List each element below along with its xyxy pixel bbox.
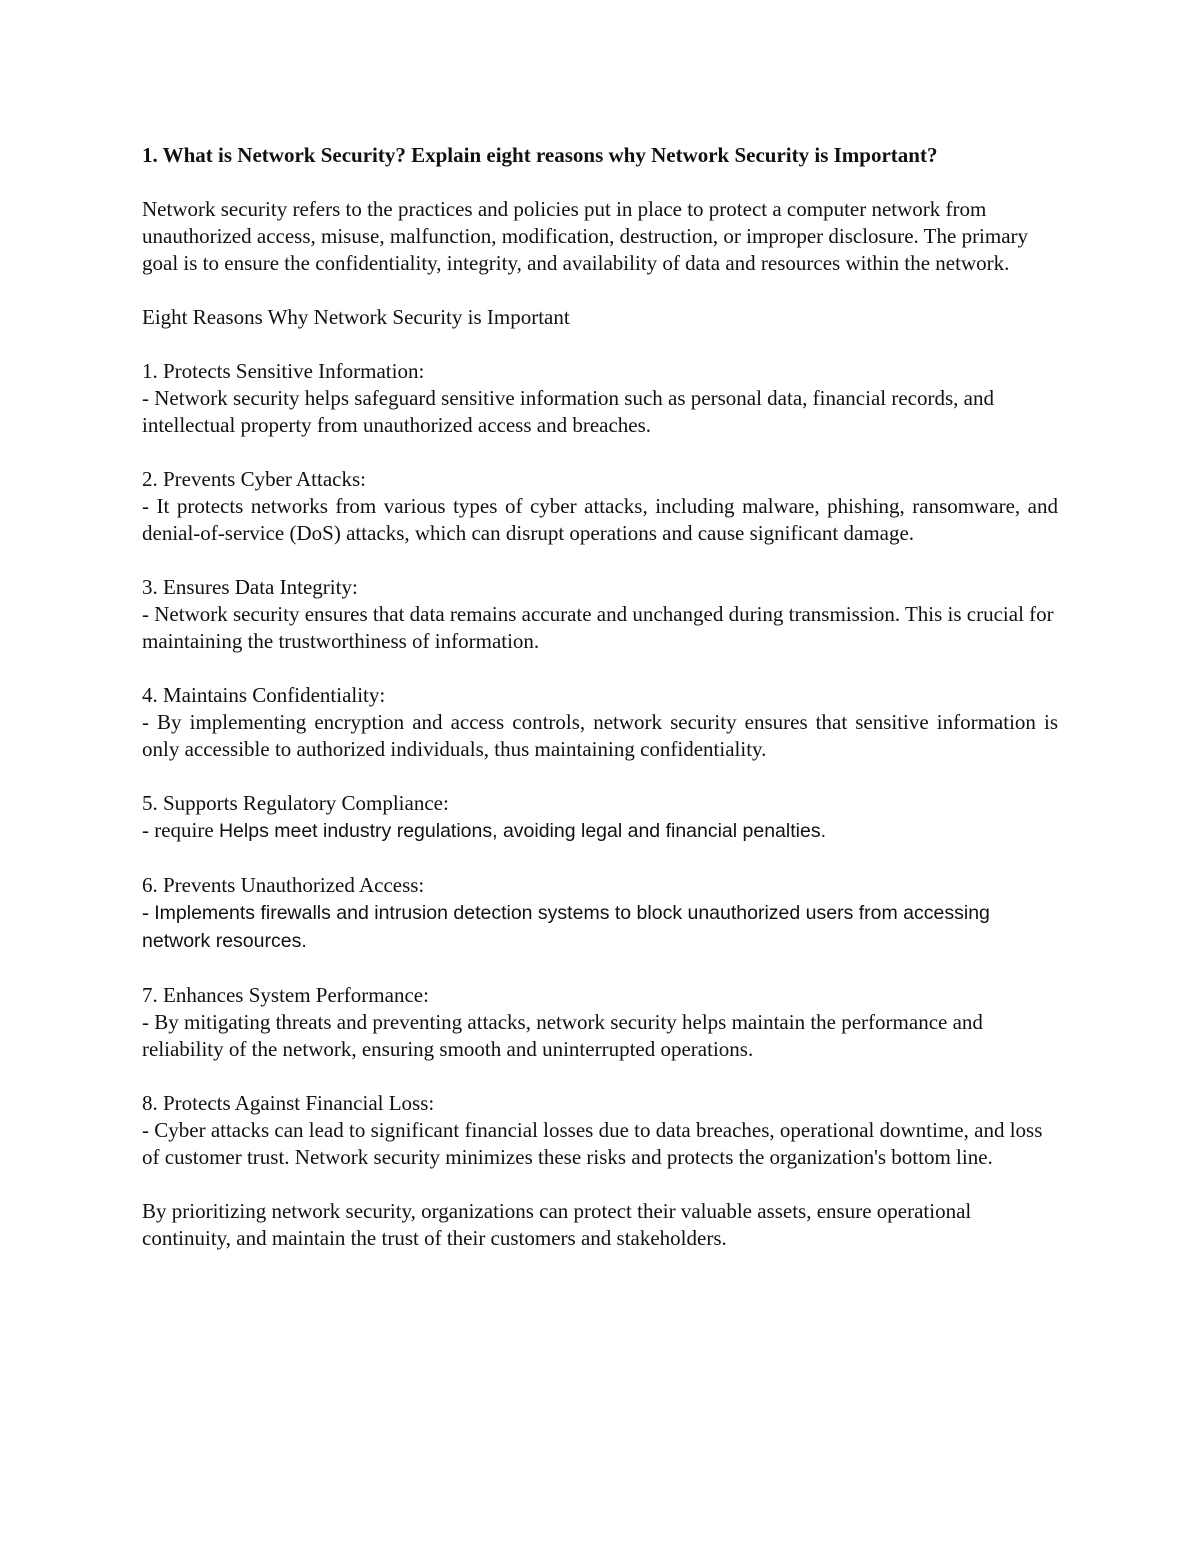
reason-body-prefix: - require — [142, 818, 219, 842]
reason-body: Implements firewalls and intrusion detection systems to block unauthorized users from accessing network resources. — [142, 902, 990, 952]
reason-item-2 — [142, 466, 1058, 547]
reason-title: 5. Supports Regulatory Compliance: — [142, 791, 449, 815]
reason-body-container — [142, 899, 1058, 955]
reason-title: 6. Prevents Unauthorized Access: — [142, 873, 425, 897]
reason-body: - Cyber attacks can lead to significant financial losses due to data breaches, operational downtime, and loss of customer trust. Network security minimizes these risks and protects the organization's bottom line. — [142, 1118, 1043, 1169]
reason-title: 2. Prevents Cyber Attacks: — [142, 467, 366, 491]
reason-item-3 — [142, 574, 1058, 655]
reason-body: Helps meet industry regulations, avoiding legal and financial penalties. — [218, 820, 827, 842]
reason-item-5 — [142, 790, 1058, 845]
reason-item-8 — [142, 1090, 1058, 1171]
reason-body: - It protects networks from various types of cyber attacks, including malware, phishing, ransomware, and denial-of-service (DoS) attacks, which can disrupt operations and cause significant damage. — [142, 494, 1058, 545]
reason-title: 7. Enhances System Performance: — [142, 983, 429, 1007]
reason-title: 1. Protects Sensitive Information: — [142, 359, 425, 383]
reason-title: 3. Ensures Data Integrity: — [142, 575, 358, 599]
document-page — [142, 142, 1058, 1252]
reason-title: 8. Protects Against Financial Loss: — [142, 1091, 435, 1115]
reason-body-container — [142, 817, 1058, 845]
reason-body: - Network security ensures that data remains accurate and unchanged during transmission. This is crucial for maintaining the trustworthiness of information. — [142, 602, 1054, 653]
reason-title: 4. Maintains Confidentiality: — [142, 683, 386, 707]
intro-paragraph: Network security refers to the practices and policies put in place to protect a computer network from unauthorized access, misuse, malfunction, modification, destruction, or improper disclosure. The primary goal is to ensure the confidentiality, integrity, and availability of data and resources within the network. — [142, 197, 1029, 275]
question-title: 1. What is Network Security? Explain eight reasons why Network Security is Important? — [142, 143, 938, 167]
reason-body: - By implementing encryption and access controls, network security ensures that sensitive information is only accessible to authorized individuals, thus maintaining confidentiality. — [142, 710, 1058, 761]
reason-item-6 — [142, 872, 1058, 955]
reason-item-7 — [142, 982, 1058, 1063]
reason-body: - Network security helps safeguard sensitive information such as personal data, financial records, and intellectual property from unauthorized access and breaches. — [142, 386, 994, 437]
reasons-heading: Eight Reasons Why Network Security is Important — [142, 305, 570, 329]
reason-body-prefix: - — [142, 900, 155, 924]
closing-paragraph: By prioritizing network security, organizations can protect their valuable assets, ensure operational continuity, and maintain the trust of their customers and stakeholders. — [142, 1199, 972, 1250]
reason-item-4 — [142, 682, 1058, 763]
reason-item-1 — [142, 358, 1058, 439]
reason-body: - By mitigating threats and preventing attacks, network security helps maintain the performance and reliability of the network, ensuring smooth and uninterrupted operations. — [142, 1010, 983, 1061]
